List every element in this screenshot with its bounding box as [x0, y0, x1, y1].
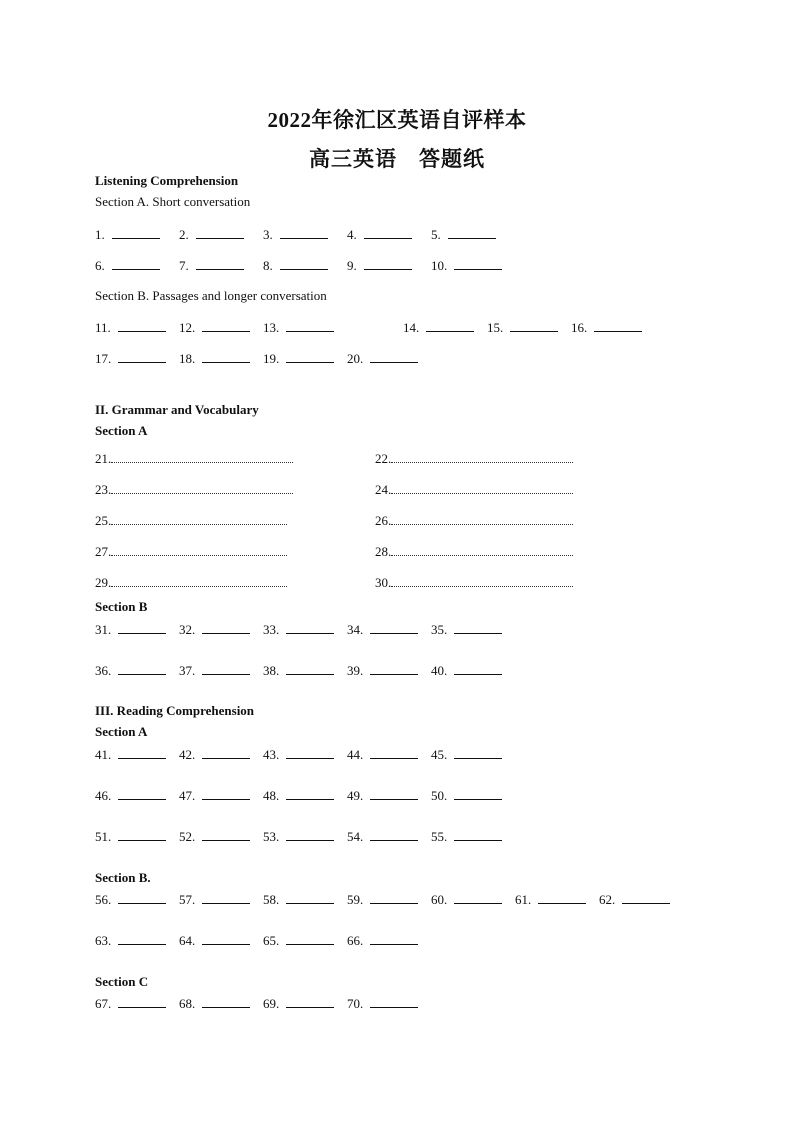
answer-item [347, 932, 418, 949]
question-number: 19. [263, 351, 280, 366]
answer-blank[interactable] [391, 481, 573, 494]
question-number: 68. [179, 996, 196, 1011]
question-number: 55. [431, 829, 448, 844]
question-number: 7. [179, 258, 189, 273]
question-number: 18. [179, 351, 196, 366]
answer-blank[interactable] [280, 226, 328, 239]
reading-section-a-label: Section A [95, 724, 148, 739]
answer-blank[interactable] [118, 932, 166, 945]
answer-blank[interactable] [454, 257, 502, 270]
answer-item [179, 350, 250, 367]
answer-blank[interactable] [118, 828, 166, 841]
answer-item [347, 621, 418, 638]
question-number: 20. [347, 351, 364, 366]
question-number: 4. [347, 227, 357, 242]
answer-item [95, 995, 166, 1012]
answer-blank[interactable] [426, 319, 474, 332]
question-number: 69. [263, 996, 280, 1011]
answer-item [347, 257, 412, 274]
question-number: 31. [95, 622, 112, 637]
answer-blank[interactable] [202, 350, 250, 363]
answer-blank[interactable] [391, 512, 573, 525]
answer-item [403, 319, 474, 336]
answer-item [263, 319, 334, 336]
answer-blank[interactable] [454, 828, 502, 841]
question-number: 61. [515, 892, 532, 907]
answer-blank[interactable] [202, 319, 250, 332]
question-number: 46. [95, 788, 112, 803]
answer-item [95, 481, 293, 498]
answer-blank[interactable] [391, 543, 573, 556]
answer-item [431, 662, 502, 679]
answer-blank[interactable] [118, 787, 166, 800]
answer-item [179, 995, 250, 1012]
answer-blank[interactable] [112, 257, 160, 270]
answer-blank[interactable] [454, 891, 502, 904]
answer-item [95, 257, 160, 274]
answer-blank[interactable] [202, 662, 250, 675]
answer-item [263, 932, 334, 949]
question-number: 11. [95, 320, 111, 335]
question-number: 2. [179, 227, 189, 242]
answer-item [347, 662, 418, 679]
question-number: 32. [179, 622, 196, 637]
question-number: 54. [347, 829, 364, 844]
answer-item [375, 574, 573, 591]
answer-blank[interactable] [370, 621, 418, 634]
answer-blank[interactable] [202, 621, 250, 634]
question-number: 17. [95, 351, 112, 366]
question-number: 38. [263, 663, 280, 678]
answer-blank[interactable] [286, 995, 334, 1008]
question-number: 62. [599, 892, 616, 907]
question-number: 27. [95, 544, 112, 559]
grammar-section-b-label: Section B [95, 599, 148, 614]
question-number: 12. [179, 320, 196, 335]
answer-item [95, 450, 293, 467]
answer-item [95, 543, 287, 560]
answer-item [179, 319, 250, 336]
question-number: 47. [179, 788, 196, 803]
answer-item [263, 226, 328, 243]
answer-blank[interactable] [202, 891, 250, 904]
reading-heading: III. Reading Comprehension [95, 703, 255, 718]
page-title: 2022年徐汇区英语自评样本 [267, 108, 527, 132]
answer-item [95, 891, 166, 908]
answer-blank[interactable] [370, 787, 418, 800]
answer-item [431, 891, 502, 908]
question-number: 6. [95, 258, 105, 273]
answer-item [95, 621, 166, 638]
answer-item [347, 787, 418, 804]
answer-item [95, 787, 166, 804]
answer-blank[interactable] [111, 512, 287, 525]
question-number: 24. [375, 482, 392, 497]
answer-item [431, 828, 502, 845]
answer-blank[interactable] [370, 828, 418, 841]
answer-blank[interactable] [370, 662, 418, 675]
question-number: 70. [347, 996, 364, 1011]
question-number: 43. [263, 747, 280, 762]
answer-blank[interactable] [454, 662, 502, 675]
answer-blank[interactable] [118, 891, 166, 904]
answer-item [431, 787, 502, 804]
answer-blank[interactable] [364, 257, 412, 270]
answer-item [179, 226, 244, 243]
answer-item [375, 450, 573, 467]
question-number: 56. [95, 892, 112, 907]
answer-item [179, 746, 250, 763]
answer-item [571, 319, 642, 336]
answer-blank[interactable] [286, 828, 334, 841]
question-number: 57. [179, 892, 196, 907]
answer-item [263, 746, 334, 763]
answer-blank[interactable] [370, 995, 418, 1008]
answer-blank[interactable] [454, 746, 502, 759]
answer-blank[interactable] [111, 450, 293, 463]
answer-blank[interactable] [111, 481, 293, 494]
page-subtitle: 高三英语 答题纸 [309, 147, 485, 171]
answer-blank[interactable] [454, 621, 502, 634]
answer-item [263, 787, 334, 804]
answer-item [179, 932, 250, 949]
answer-blank[interactable] [622, 891, 670, 904]
reading-section-c-label: Section C [95, 974, 149, 989]
question-number: 50. [431, 788, 448, 803]
answer-blank[interactable] [202, 746, 250, 759]
answer-blank[interactable] [454, 787, 502, 800]
answer-item [263, 350, 334, 367]
question-number: 39. [347, 663, 364, 678]
answer-item [347, 828, 418, 845]
question-number: 16. [571, 320, 588, 335]
answer-item [179, 621, 250, 638]
answer-item [375, 481, 573, 498]
answer-item [179, 662, 250, 679]
question-number: 25. [95, 513, 112, 528]
answer-item [95, 319, 166, 336]
answer-blank[interactable] [370, 932, 418, 945]
answer-blank[interactable] [370, 350, 418, 363]
listening-section-b-label: Section B. Passages and longer conversation [95, 288, 327, 303]
answer-blank[interactable] [111, 543, 287, 556]
question-number: 59. [347, 892, 364, 907]
answer-blank[interactable] [118, 746, 166, 759]
answer-blank[interactable] [280, 257, 328, 270]
question-number: 5. [431, 227, 441, 242]
answer-item [263, 662, 334, 679]
answer-item [263, 891, 334, 908]
answer-blank[interactable] [196, 257, 244, 270]
question-number: 26. [375, 513, 392, 528]
question-number: 9. [347, 258, 357, 273]
answer-item [347, 746, 418, 763]
answer-item [95, 662, 166, 679]
question-number: 63. [95, 933, 112, 948]
question-number: 44. [347, 747, 364, 762]
reading-section-b-label: Section B. [95, 870, 151, 885]
answer-blank[interactable] [111, 574, 287, 587]
question-number: 58. [263, 892, 280, 907]
answer-item [431, 257, 502, 274]
question-number: 37. [179, 663, 196, 678]
answer-item [263, 621, 334, 638]
answer-item [431, 226, 496, 243]
answer-item [95, 746, 166, 763]
question-number: 66. [347, 933, 364, 948]
grammar-heading: II. Grammar and Vocabulary [95, 402, 259, 417]
question-number: 41. [95, 747, 112, 762]
answer-blank[interactable] [202, 995, 250, 1008]
answer-blank[interactable] [118, 995, 166, 1008]
question-number: 29. [95, 575, 112, 590]
question-number: 49. [347, 788, 364, 803]
answer-item [263, 828, 334, 845]
question-number: 10. [431, 258, 448, 273]
answer-blank[interactable] [448, 226, 496, 239]
answer-blank[interactable] [286, 787, 334, 800]
answer-item [95, 512, 287, 529]
question-number: 67. [95, 996, 112, 1011]
question-number: 42. [179, 747, 196, 762]
answer-blank[interactable] [112, 226, 160, 239]
listening-section-a-label: Section A. Short conversation [95, 194, 251, 209]
question-number: 34. [347, 622, 364, 637]
answer-blank[interactable] [286, 746, 334, 759]
answer-item [179, 828, 250, 845]
question-number: 51. [95, 829, 112, 844]
answer-blank[interactable] [510, 319, 558, 332]
question-number: 1. [95, 227, 105, 242]
answer-blank[interactable] [286, 891, 334, 904]
question-number: 15. [487, 320, 504, 335]
answer-blank[interactable] [286, 319, 334, 332]
answer-blank[interactable] [391, 574, 573, 587]
question-number: 14. [403, 320, 420, 335]
question-number: 13. [263, 320, 280, 335]
answer-item [95, 226, 160, 243]
answer-blank[interactable] [196, 226, 244, 239]
answer-blank[interactable] [202, 828, 250, 841]
answer-item [431, 621, 502, 638]
question-number: 36. [95, 663, 112, 678]
answer-item [599, 891, 670, 908]
answer-blank[interactable] [391, 450, 573, 463]
question-number: 64. [179, 933, 196, 948]
grammar-section-a-label: Section A [95, 423, 148, 438]
question-number: 3. [263, 227, 273, 242]
answer-blank[interactable] [286, 621, 334, 634]
answer-item [179, 257, 244, 274]
answer-item [375, 512, 573, 529]
answer-blank[interactable] [364, 226, 412, 239]
question-number: 52. [179, 829, 196, 844]
question-number: 65. [263, 933, 280, 948]
answer-blank[interactable] [370, 746, 418, 759]
answer-item [95, 350, 166, 367]
answer-blank[interactable] [118, 662, 166, 675]
answer-blank[interactable] [118, 621, 166, 634]
question-number: 33. [263, 622, 280, 637]
question-number: 21. [95, 451, 112, 466]
answer-blank[interactable] [538, 891, 586, 904]
answer-item [95, 574, 287, 591]
answer-blank[interactable] [286, 662, 334, 675]
answer-item [95, 828, 166, 845]
answer-item [375, 543, 573, 560]
answer-item [347, 891, 418, 908]
answer-item [487, 319, 558, 336]
answer-item [179, 787, 250, 804]
question-number: 40. [431, 663, 448, 678]
answer-blank[interactable] [202, 932, 250, 945]
question-number: 48. [263, 788, 280, 803]
answer-item [263, 257, 328, 274]
question-number: 23. [95, 482, 112, 497]
answer-item [347, 995, 418, 1012]
answer-blank[interactable] [118, 319, 166, 332]
answer-item [431, 746, 502, 763]
listening-heading: Listening Comprehension [95, 173, 239, 188]
answer-blank[interactable] [594, 319, 642, 332]
answer-item [263, 995, 334, 1012]
answer-item [95, 932, 166, 949]
answer-blank[interactable] [286, 932, 334, 945]
answer-blank[interactable] [202, 787, 250, 800]
answer-blank[interactable] [370, 891, 418, 904]
question-number: 35. [431, 622, 448, 637]
question-number: 22. [375, 451, 392, 466]
answer-item [347, 226, 412, 243]
answer-item [179, 891, 250, 908]
answer-blank[interactable] [286, 350, 334, 363]
answer-item [347, 350, 418, 367]
question-number: 45. [431, 747, 448, 762]
question-number: 8. [263, 258, 273, 273]
answer-blank[interactable] [118, 350, 166, 363]
question-number: 53. [263, 829, 280, 844]
question-number: 60. [431, 892, 448, 907]
question-number: 30. [375, 575, 392, 590]
answer-item [515, 891, 586, 908]
question-number: 28. [375, 544, 392, 559]
